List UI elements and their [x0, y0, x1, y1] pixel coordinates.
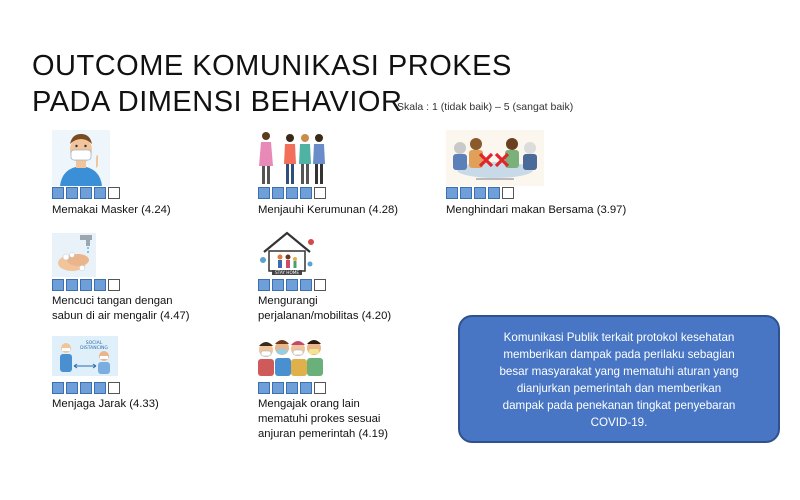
- callout-line: Komunikasi Publik terkait protokol kesehatan: [503, 331, 735, 344]
- rating-box-filled: [80, 279, 92, 291]
- rating-box-filled: [66, 279, 78, 291]
- handwash-icon: [52, 233, 96, 277]
- social-distancing-icon: [52, 336, 118, 376]
- behavior-label: [446, 203, 626, 218]
- rating-box-empty: [314, 279, 326, 291]
- rating-box-filled: [80, 187, 92, 199]
- title-line-2: PADA DIMENSI BEHAVIOR: [32, 86, 403, 118]
- label-line: sabun di air mengalir (4.47): [52, 310, 190, 322]
- rating-box-filled: [94, 187, 106, 199]
- rating-box-filled: [52, 382, 64, 394]
- label-line: Mengajak orang lain: [258, 398, 360, 410]
- rating-box-filled: [460, 187, 472, 199]
- svg-text:STAY HOME: STAY HOME: [274, 270, 300, 276]
- crowd-avoid-icon: [258, 130, 328, 186]
- label-line: perjalanan/mobilitas (4.20): [258, 310, 392, 322]
- label-line: Menghindari makan Bersama (3.97): [446, 204, 627, 216]
- rating-boxes: [52, 187, 120, 199]
- label-line: Menjaga Jarak (4.33): [52, 398, 159, 410]
- rating-boxes: [258, 382, 326, 394]
- scale-note: Skala : 1 (tidak baik) – 5 (sangat baik): [397, 101, 574, 113]
- rating-boxes: [52, 279, 120, 291]
- rating-box-filled: [258, 187, 270, 199]
- rating-box-filled: [258, 382, 270, 394]
- callout-line: besar masyarakat yang mematuhi aturan yang: [499, 365, 739, 378]
- stay-home-icon: [258, 230, 316, 276]
- label-line: mematuhi prokes sesuai: [258, 413, 381, 425]
- rating-box-filled: [66, 382, 78, 394]
- rating-box-filled: [286, 279, 298, 291]
- rating-box-filled: [52, 279, 64, 291]
- rating-box-filled: [286, 382, 298, 394]
- rating-box-empty: [502, 187, 514, 199]
- rating-box-filled: [80, 382, 92, 394]
- label-line: Menjauhi Kerumunan (4.28): [258, 204, 399, 216]
- rating-boxes: [446, 187, 514, 199]
- rating-box-filled: [446, 187, 458, 199]
- rating-box-filled: [272, 187, 284, 199]
- mask-icon: [52, 130, 110, 186]
- behavior-label: [52, 203, 171, 218]
- callout-line: COVID-19.: [590, 416, 648, 429]
- rating-box-filled: [272, 279, 284, 291]
- behavior-label: [52, 294, 190, 324]
- no-eating-together-icon: [446, 130, 544, 186]
- rating-box-filled: [94, 382, 106, 394]
- label-line: Memakai Masker (4.24): [52, 204, 171, 216]
- rating-box-filled: [66, 187, 78, 199]
- rating-box-empty: [314, 382, 326, 394]
- rating-box-filled: [258, 279, 270, 291]
- rating-boxes: [258, 187, 326, 199]
- behavior-label: [258, 203, 398, 218]
- svg-text:SOCIAL: SOCIAL: [85, 341, 103, 346]
- behavior-label: [52, 397, 159, 412]
- rating-box-empty: [108, 187, 120, 199]
- rating-box-filled: [272, 382, 284, 394]
- rating-box-empty: [108, 382, 120, 394]
- rating-box-filled: [300, 382, 312, 394]
- rating-box-filled: [286, 187, 298, 199]
- rating-box-empty: [108, 279, 120, 291]
- callout-line: dampak pada penekanan tingkat penyebaran: [502, 399, 736, 412]
- rating-box-filled: [474, 187, 486, 199]
- masked-group-icon: [258, 336, 326, 376]
- behavior-label: [258, 294, 391, 324]
- callout-line: memberikan dampak pada perilaku sebagian: [503, 348, 735, 361]
- label-line: Mengurangi: [258, 295, 318, 307]
- svg-text:DISTANCING: DISTANCING: [80, 346, 108, 351]
- rating-box-filled: [488, 187, 500, 199]
- label-line: anjuran pemerintah (4.19): [258, 428, 388, 440]
- label-line: Mencuci tangan dengan: [52, 295, 173, 307]
- rating-boxes: [258, 279, 326, 291]
- behavior-label: [258, 397, 388, 442]
- callout-line: dianjurkan pemerintah dan memberikan: [516, 382, 722, 395]
- title-line-1: OUTCOME KOMUNIKASI PROKES: [32, 50, 512, 82]
- rating-box-filled: [300, 279, 312, 291]
- rating-box-filled: [94, 279, 106, 291]
- rating-box-filled: [300, 187, 312, 199]
- rating-box-filled: [52, 187, 64, 199]
- rating-box-empty: [314, 187, 326, 199]
- summary-callout: [458, 315, 780, 443]
- rating-boxes: [52, 382, 120, 394]
